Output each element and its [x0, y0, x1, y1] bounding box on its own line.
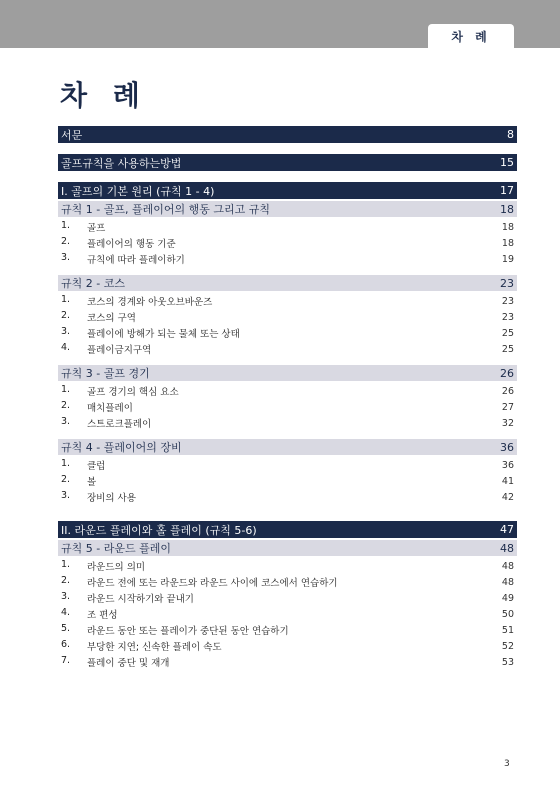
rule-page: 23 [500, 276, 514, 290]
item-label: 매치플레이 [87, 403, 133, 414]
item-label: 라운드의 의미 [87, 562, 146, 573]
item-label: 코스의 경계와 아웃오브바운즈 [87, 297, 213, 308]
item-page: 19 [501, 253, 514, 265]
item-label: 라운드 동안 또는 플레이가 중단된 동안 연습하기 [87, 626, 289, 637]
chapter-page: 8 [507, 128, 514, 141]
table-of-contents [58, 126, 517, 678]
item-page: 18 [501, 237, 514, 249]
toc-item[interactable] [58, 219, 517, 235]
toc-item[interactable] [58, 235, 517, 251]
toc-item[interactable] [58, 415, 517, 431]
rule-page: 26 [500, 366, 514, 380]
toc-rule-group [58, 201, 517, 267]
item-label: 코스의 구역 [87, 313, 136, 324]
item-page: 32 [501, 417, 514, 429]
item-page: 42 [501, 491, 514, 503]
toc-item[interactable] [58, 574, 517, 590]
item-page: 25 [501, 343, 514, 355]
toc-rule-group [58, 540, 517, 670]
toc-chapter-how-to-use[interactable] [58, 154, 517, 171]
rule-page: 18 [500, 202, 514, 216]
toc-rule-5[interactable] [58, 540, 517, 556]
item-label: 플레이에 방해가 되는 물체 또는 상태 [87, 329, 240, 340]
toc-item[interactable] [58, 309, 517, 325]
toc-item[interactable] [58, 251, 517, 267]
toc-rule-3[interactable] [58, 365, 517, 381]
item-number: 1. [61, 458, 71, 469]
rule-label: 규칙 4 - 플레이어의 장비 [61, 441, 182, 454]
item-page: 49 [501, 592, 514, 604]
toc-rule-2[interactable] [58, 275, 517, 291]
toc-item[interactable] [58, 399, 517, 415]
item-number: 4. [61, 607, 71, 618]
rule-page: 48 [500, 541, 514, 555]
item-page: 51 [501, 624, 514, 636]
toc-item[interactable] [58, 558, 517, 574]
chapter-page: 15 [500, 156, 514, 169]
toc-rule-4[interactable] [58, 439, 517, 455]
toc-item[interactable] [58, 590, 517, 606]
item-label: 플레이 중단 및 재개 [87, 658, 170, 669]
item-number: 1. [61, 559, 71, 570]
item-label: 조 편성 [87, 610, 118, 621]
item-label: 골프 경기의 핵심 요소 [87, 387, 179, 398]
item-number: 7. [61, 655, 71, 666]
item-page: 25 [501, 327, 514, 339]
item-number: 2. [61, 310, 71, 321]
toc-item[interactable] [58, 489, 517, 505]
item-number: 2. [61, 474, 71, 485]
item-label: 장비의 사용 [87, 493, 136, 504]
toc-rule-group [58, 275, 517, 357]
toc-rule-group [58, 365, 517, 431]
toc-item[interactable] [58, 293, 517, 309]
item-page: 53 [501, 656, 514, 668]
item-number: 3. [61, 591, 71, 602]
chapter-page: 17 [500, 184, 514, 197]
toc-rule-1[interactable] [58, 201, 517, 217]
chapter-page: 47 [500, 523, 514, 536]
rule-page: 36 [500, 440, 514, 454]
toc-item[interactable] [58, 325, 517, 341]
item-label: 라운드 전에 또는 라운드와 라운드 사이에 코스에서 연습하기 [87, 578, 338, 589]
toc-item[interactable] [58, 606, 517, 622]
chapter-label: 골프규칙을 사용하는방법 [61, 156, 182, 170]
item-label: 규칙에 따라 플레이하기 [87, 255, 185, 266]
chapter-label: II. 라운드 플레이와 홀 플레이 (규칙 5-6) [61, 523, 257, 537]
item-label: 플레이금지구역 [87, 345, 152, 356]
toc-item[interactable] [58, 341, 517, 357]
item-number: 2. [61, 236, 71, 247]
toc-chapter-part-two[interactable] [58, 521, 517, 538]
item-number: 2. [61, 575, 71, 586]
item-label: 스트로크플레이 [87, 419, 152, 430]
toc-item[interactable] [58, 638, 517, 654]
item-page: 23 [501, 311, 514, 323]
item-number: 5. [61, 623, 71, 634]
rule-label: 규칙 1 - 골프, 플레이어의 행동 그리고 규칙 [61, 203, 270, 216]
item-page: 48 [501, 576, 514, 588]
item-label: 클럽 [87, 461, 106, 472]
toc-chapter-preface[interactable] [58, 126, 517, 143]
item-page: 26 [501, 385, 514, 397]
chapter-label: I. 골프의 기본 원리 (규칙 1 - 4) [61, 184, 215, 198]
item-number: 4. [61, 342, 71, 353]
item-page: 23 [501, 295, 514, 307]
section-tab: 차 례 [428, 24, 514, 48]
item-page: 41 [501, 475, 514, 487]
item-page: 27 [501, 401, 514, 413]
item-page: 50 [501, 608, 514, 620]
item-page: 48 [501, 560, 514, 572]
page-number: 3 [504, 759, 510, 769]
item-label: 플레이어의 행동 기준 [87, 239, 176, 250]
page-title: 차 례 [60, 79, 148, 112]
item-number: 2. [61, 400, 71, 411]
toc-item[interactable] [58, 383, 517, 399]
toc-item[interactable] [58, 473, 517, 489]
item-page: 18 [501, 221, 514, 233]
item-number: 3. [61, 326, 71, 337]
item-page: 52 [501, 640, 514, 652]
item-label: 볼 [87, 477, 97, 488]
item-number: 3. [61, 416, 71, 427]
item-label: 골프 [87, 223, 106, 234]
toc-item[interactable] [58, 654, 517, 670]
item-page: 36 [501, 459, 514, 471]
item-number: 1. [61, 220, 71, 231]
rule-label: 규칙 2 - 코스 [61, 277, 125, 290]
item-number: 6. [61, 639, 71, 650]
item-number: 3. [61, 490, 71, 501]
toc-item[interactable] [58, 622, 517, 638]
item-number: 1. [61, 384, 71, 395]
rule-label: 규칙 5 - 라운드 플레이 [61, 542, 171, 555]
toc-item[interactable] [58, 457, 517, 473]
item-label: 부당한 지연; 신속한 플레이 속도 [87, 642, 222, 653]
item-label: 라운드 시작하기와 끝내기 [87, 594, 194, 605]
rule-label: 규칙 3 - 골프 경기 [61, 367, 150, 380]
chapter-label: 서문 [61, 128, 83, 142]
toc-rule-group [58, 439, 517, 505]
toc-chapter-part-one[interactable] [58, 182, 517, 199]
item-number: 1. [61, 294, 71, 305]
item-number: 3. [61, 252, 71, 263]
